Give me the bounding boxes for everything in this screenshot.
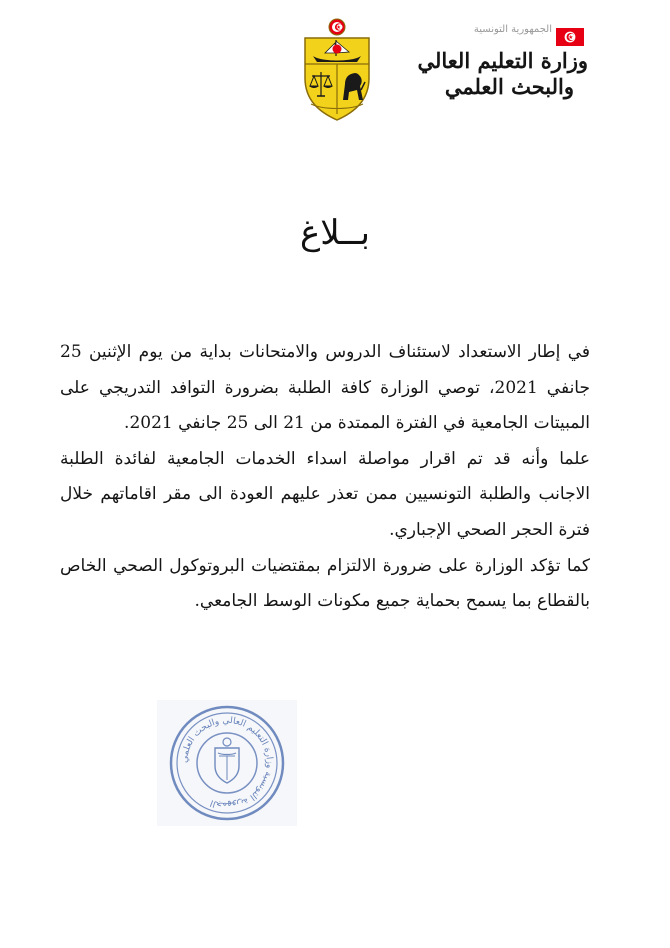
ministry-name-line1: وزارة التعليم العالي (417, 48, 588, 73)
tunisia-flag-icon (556, 28, 584, 46)
announcement-title: بــلاغ (300, 213, 370, 253)
republic-label: الجمهورية التونسية (473, 24, 552, 35)
announcement-body (60, 335, 590, 620)
stamp-text: الجمهورية التونسية وزارة التعليم العالي والبحث العلمي (179, 715, 275, 811)
paragraph-1: في إطار الاستعداد لاستئناف الدروس والامتحانات بداية من يوم الإثنين 25 جانفي 2021، توصي الوزارة كافة الطلبة بضرورة التوافد التدريجي على المبيتات الجامعية في الفترة الممتدة من 21 الى 25 جانفي 2021. (60, 342, 590, 434)
paragraph-2: علما وأنه قد تم اقرار مواصلة اسداء الخدمات الجامعية لفائدة الطلبة الاجانب والطلبة التونسيين ممن تعذر عليهم العودة الى مقر اقاماتهم خلال فترة الحجر الصحي الإجباري. (60, 448, 590, 540)
paragraph-3: كما تؤكد الوزارة على ضرورة الالتزام بمقتضيات البروتوكول الصحي الخاص بالقطاع بما يسمح بحماية جميع مكونات الوسط الجامعي. (60, 555, 590, 612)
letterhead (0, 0, 670, 130)
official-stamp-icon (157, 700, 297, 826)
tunisia-coat-of-arms-icon (299, 16, 375, 122)
ministry-name-line2: والبحث العلمي (444, 74, 574, 99)
ministry-logo (417, 24, 588, 108)
